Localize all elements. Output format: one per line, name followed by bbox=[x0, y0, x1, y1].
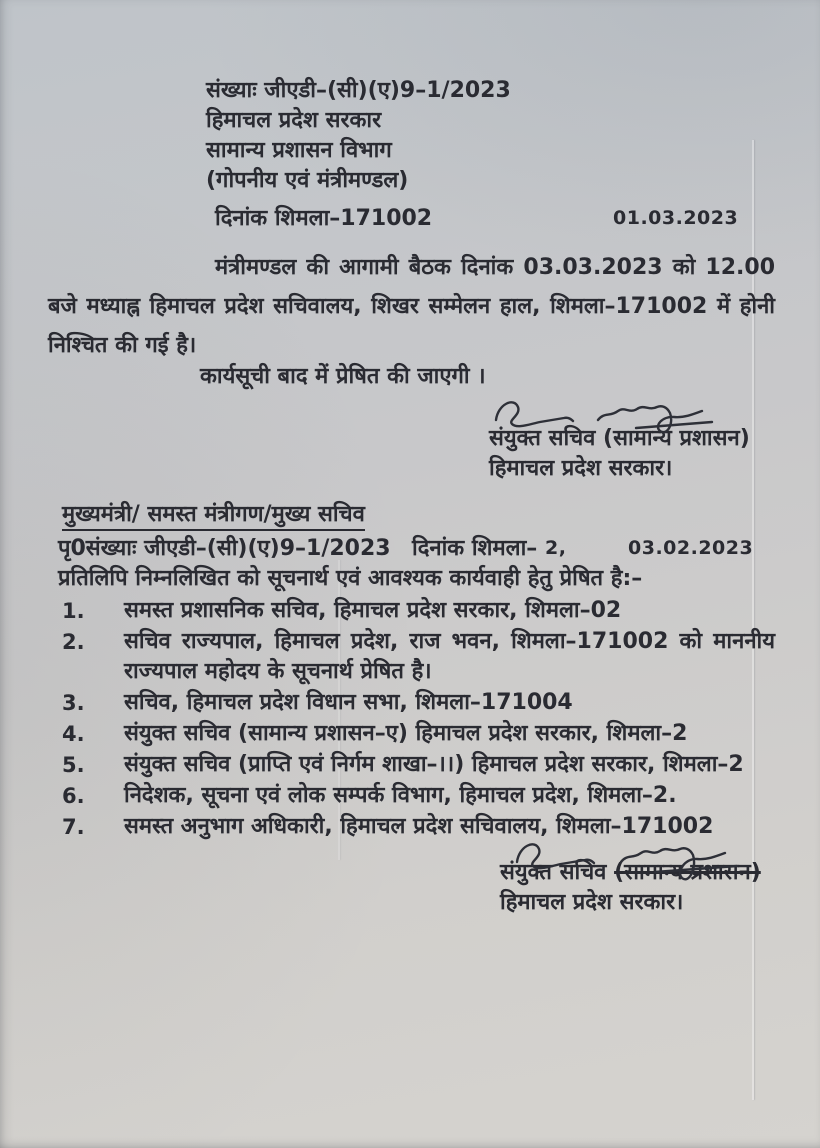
ref-number: पृ0संख्याः जीएडी–(सी)(ए)9–1/2023 bbox=[58, 536, 391, 561]
place-line: दिनांक शिमला–171002 bbox=[215, 206, 433, 231]
list-item bbox=[62, 781, 775, 811]
signature-scrawl-icon bbox=[486, 390, 718, 442]
item-number: 2. bbox=[62, 630, 85, 654]
item-number: 4. bbox=[62, 722, 85, 746]
ref-copy-no: 2, bbox=[545, 537, 567, 559]
struck-designation: (सामान्य प्रशासन) bbox=[614, 860, 761, 885]
ref-date: 03.02.2023 bbox=[628, 537, 754, 559]
copy-note: प्रतिलिपि निम्नलिखित को सूचनार्थ एवं आवश्यक कार्यवाही हेतु प्रेषित है:– bbox=[58, 566, 643, 591]
letter-number: संख्याः जीएडी–(सी)(ए)9–1/2023 bbox=[206, 78, 511, 103]
list-item bbox=[62, 627, 775, 687]
distribution-heading: मुख्यमंत्री/ समस्त मंत्रीगण/मुख्य सचिव bbox=[62, 502, 365, 531]
item-text: सचिव राज्यपाल, हिमाचल प्रदेश, राज भवन, शिमला–171002 को माननीय राज्यपाल महोदय के सूचनार्थ प्रेषित है। bbox=[124, 629, 775, 684]
item-text: सचिव, हिमाचल प्रदेश विधान सभा, शिमला–171004 bbox=[124, 690, 573, 715]
item-number: 6. bbox=[62, 784, 85, 808]
list-item bbox=[62, 750, 775, 780]
agenda-note: कार्यसूची बाद में प्रेषित की जाएगी । bbox=[200, 364, 486, 389]
list-item bbox=[62, 596, 775, 626]
ref-place: दिनांक शिमला– bbox=[412, 536, 538, 561]
confidential-note: (गोपनीय एवं मंत्रीमण्डल) bbox=[206, 168, 409, 193]
org-name: हिमाचल प्रदेश सरकार bbox=[206, 108, 382, 133]
list-item bbox=[62, 688, 775, 718]
item-text: संयुक्त सचिव (सामान्य प्रशासन–ए) हिमाचल प्रदेश सरकार, शिमला–2 bbox=[124, 721, 688, 746]
item-number: 3. bbox=[62, 691, 85, 715]
item-text: समस्त अनुभाग अधिकारी, हिमाचल प्रदेश सचिवालय, शिमला–171002 bbox=[124, 814, 714, 839]
signature-scrawl-icon bbox=[505, 828, 745, 888]
item-text: समस्त प्रशासनिक सचिव, हिमाचल प्रदेश सरकार, शिमला–02 bbox=[124, 598, 622, 623]
signatory-title-text: संयुक्त सचिव bbox=[500, 860, 615, 885]
signatory-org: हिमाचल प्रदेश सरकार। bbox=[489, 456, 673, 481]
item-number: 1. bbox=[62, 599, 85, 623]
signatory-title: संयुक्त सचिव (सामान्य प्रशासन) bbox=[489, 426, 750, 451]
item-text: निदेशक, सूचना एवं लोक सम्पर्क विभाग, हिमाचल प्रदेश, शिमला–2. bbox=[124, 783, 677, 808]
dept-name: सामान्य प्रशासन विभाग bbox=[206, 138, 392, 163]
signatory-org: हिमाचल प्रदेश सरकार। bbox=[500, 890, 684, 915]
item-text: संयुक्त सचिव (प्राप्ति एवं निर्गम शाखा–।।) हिमाचल प्रदेश सरकार, शिमला–2 bbox=[124, 752, 744, 777]
item-number: 7. bbox=[62, 815, 85, 839]
body-paragraph: मंत्रीमण्डल की आगामी बैठक दिनांक 03.03.2023 को 12.00 बजे मध्याह्न हिमाचल प्रदेश सचिवालय, शिखर सम्मेलन हाल, शिमला–171002 में होनी निश्चित की गई है। bbox=[48, 255, 775, 358]
item-number: 5. bbox=[62, 753, 85, 777]
distribution-list bbox=[62, 596, 775, 843]
issue-date: 01.03.2023 bbox=[613, 207, 739, 229]
list-item bbox=[62, 719, 775, 749]
